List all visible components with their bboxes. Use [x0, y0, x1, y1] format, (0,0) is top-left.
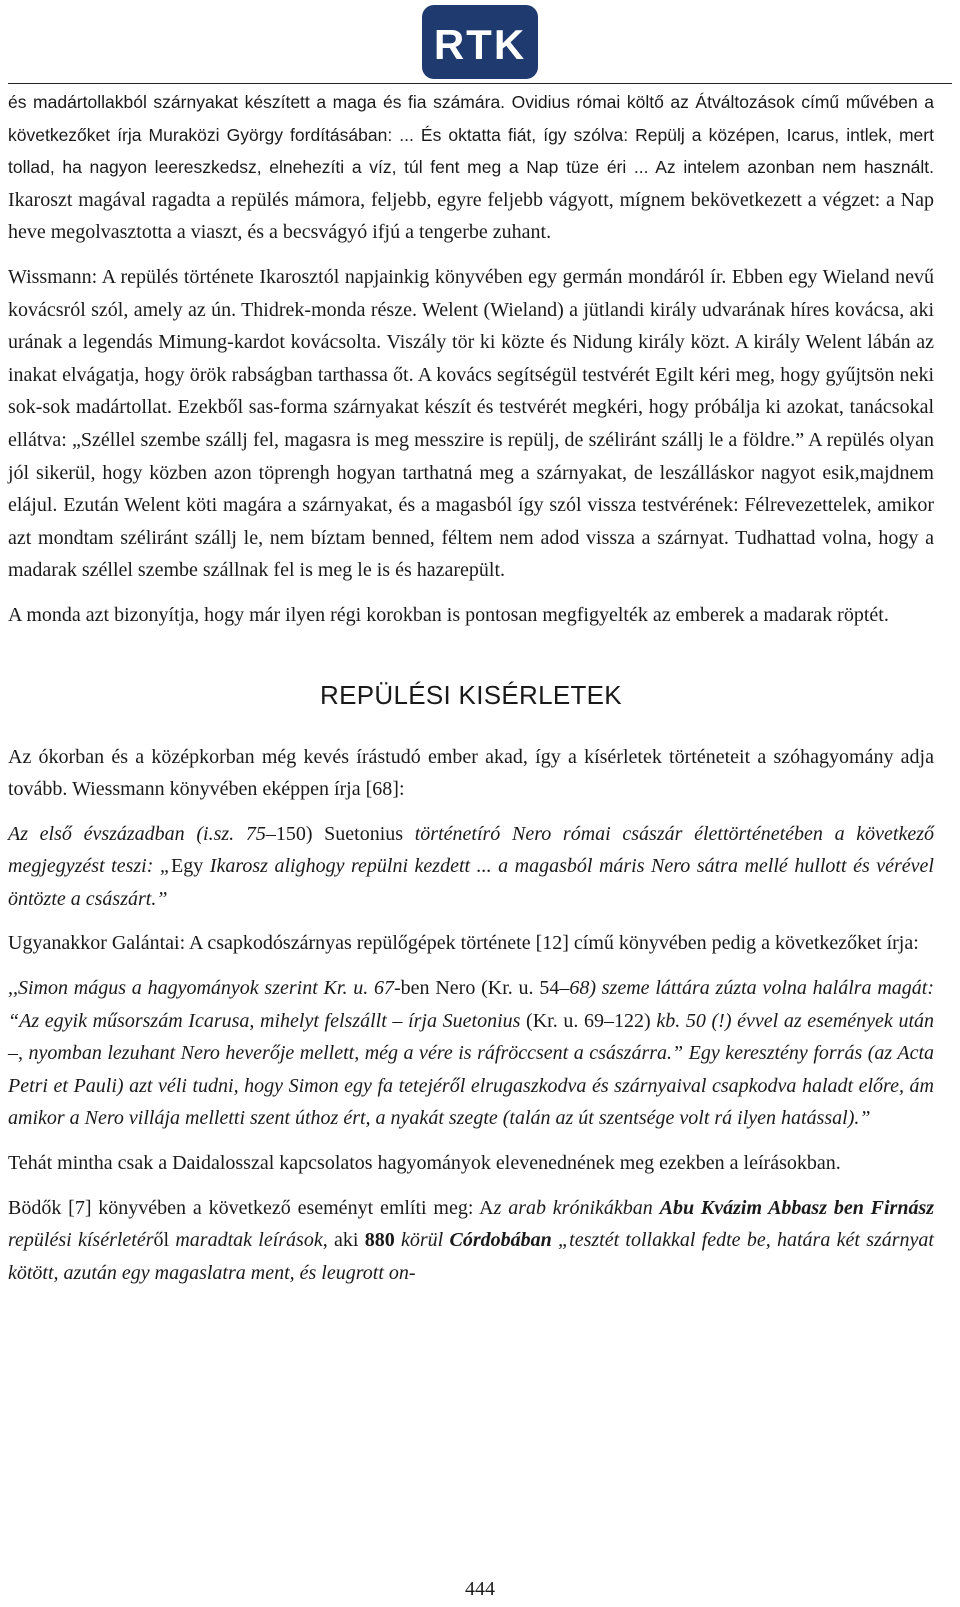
paragraph-monda: A monda azt bizonyítja, hogy már ilyen régi korokban is pontosan megfigyelték az emberek a madarak röptét.	[8, 603, 889, 626]
bodok-part-11: „tesztét tollakkal fedte be, határa két szárnyat kötött, azután egy magaslatra ment, és leugrott on-	[8, 1229, 934, 1284]
paragraph-wieland: Wissmann: A repülés története Ikarosztól napjainkig könyvében egy germán mondáról ír. Ebben egy Wieland nevű kovácsról szól, amely az ún. Thidrek-monda része. Welent (Wieland) a jütlandi király udvarának híres kovácsa, aki urának a legendás Mimung-kardot kovácsolta. Viszály tör ki közte és Nidung király közt. A király Welent lábán az inakat elvágatja, hogy örök rabságban tarthassa őt. A kovács segítségül testvérét Egilt kéri meg, hogy gyűjtsön neki sok-sok madártollat. Ezekből sas-forma szárnyakat készít és testvérét megkéri, hogy próbálja ki azokat, tanácsokal ellátva: „Széllel szembe szállj fel, magasra is meg messzire is repülj, de széliránt szállj le a földre.” A repülés olyan jól sikerül, hogy közben azon töprengh hogyan tarthatná meg a szárnyakat, de leszálláskor nagyot esik,majdnem elájul. Ezután Welent köti magára a szárnyakat, és a magasból így szól vissza testvérének: Félrevezettelek, amikor azt mondtam széliránt szállj le, nem bíztam benned, féltem nem adod vissza a szárnyat. Tudhattad volna, hogy a madarak széllel szembe szállnak fel is meg le is és hazarepült.	[8, 265, 934, 582]
bodok-part-6: maradtak leírások	[169, 1229, 323, 1252]
bodok-part-9: körül	[394, 1229, 450, 1252]
simon-part-3: 68) szeme láttára zúzta volna halálra magát: “Az egyik műsorszám Icarusa, mihelyt felszállt – írja Suetonius	[8, 977, 935, 1032]
simon-part-5: kb. 50 (!) évvel az események után –, nyomban lezuhant Nero heverője mellett, még a vére is ráfröccsent a császárra.” Egy keresztény forrás (az Acta Petri et Pauli) azt véli tudni, hogy Simon egy fa tetejéről elrugaszkodva és szárnyaival csapkodva haladt előre, ám amikor a Nero villája melletti szent úthoz ért, a nyakát szegte (talán az út szentsége volt rá ilyen hatással).”	[8, 1009, 934, 1130]
logo-text: RTK	[433, 21, 527, 68]
paragraph-ovidius-part-1: és madártollakból szárnyakat készített a maga és fia számára. Ovidius római költő az Átváltozások című művében a következőket írja Muraközi György fordításában: ... És oktatta fiát, így szólva: Repülj a középen, Icarus, intlek, mert tollad, ha nagyon leereszkedsz, elnehezíti a víz, túl fent meg a Nap tüze éri ... Az intelem azonban nem használt.	[8, 92, 934, 178]
bodok-part-8: 880	[364, 1229, 395, 1252]
suetonius-part-2: –150) Suetonius	[265, 822, 415, 845]
bodok-part-1: Bödők [7] könyvében a következő eseményt említi meg: A	[8, 1196, 494, 1219]
bodok-part-7: , aki	[322, 1229, 365, 1252]
bodok-part-3: Abu Kvázim Abbasz ben Firnász	[659, 1196, 935, 1219]
suetonius-part-5: Ikarosz alighogy repülni kezdett ... a magasból máris Nero sátra mellé hullott és vérével öntözte a császárt.”	[8, 855, 934, 910]
paragraph-simon	[8, 972, 934, 1135]
paragraph-ovidius-part-2: Ikaroszt magával ragadta a repülés mámora, feljebb, egyre feljebb vágyott, mígnem bekövetkezett a végzet: a Nap heve megolvasztotta a viaszt, és a becsvágyó ifjú a tengerbe zuhant.	[8, 188, 934, 244]
bodok-part-5: ől	[153, 1229, 170, 1252]
suetonius-part-1: Az első évszázadban (i.sz. 75	[8, 822, 266, 845]
bodok-part-10: Córdobában	[449, 1229, 552, 1252]
paragraph-suetonius	[8, 818, 934, 916]
simon-part-1: ,,Simon mágus a hagyományok szerint Kr. u. 67	[8, 977, 395, 1000]
simon-part-2: -ben Nero (Kr. u. 54–	[394, 977, 570, 1000]
section-heading: REPÜLÉSI KISÉRLETEK	[320, 679, 622, 710]
paragraph-ovidius	[8, 86, 934, 249]
page-body	[8, 86, 934, 1301]
rtk-logo	[420, 3, 540, 81]
suetonius-part-3: történetíró Nero római császár élettörténetében a következő megjegyzést teszi: „	[8, 822, 934, 878]
paragraph-bodok	[8, 1192, 934, 1290]
header-rule	[8, 83, 952, 84]
simon-part-4: (Kr. u. 69–122)	[520, 1009, 651, 1032]
paragraph-daidalosz: Tehát mintha csak a Daidalosszal kapcsolatos hagyományok elevenednének meg ezekben a leírásokban.	[8, 1152, 841, 1175]
paragraph-galantai: Ugyanakkor Galántai: A csapkodószárnyas repülőgépek története [12] című könyvében pedig a következőket írja:	[8, 932, 919, 955]
page-number: 444	[465, 1578, 495, 1600]
bodok-part-4: repülési kísérletér	[8, 1229, 154, 1252]
suetonius-part-4: Egy	[171, 855, 210, 878]
paragraph-okorban: Az ókorban és a középkorban még kevés írástudó ember akad, így a kísérletek történeteit a szóhagyomány adja tovább. Wiessmann könyvében eképpen írja [68]:	[8, 745, 934, 801]
bodok-part-2: z arab krónikákban	[493, 1196, 660, 1219]
